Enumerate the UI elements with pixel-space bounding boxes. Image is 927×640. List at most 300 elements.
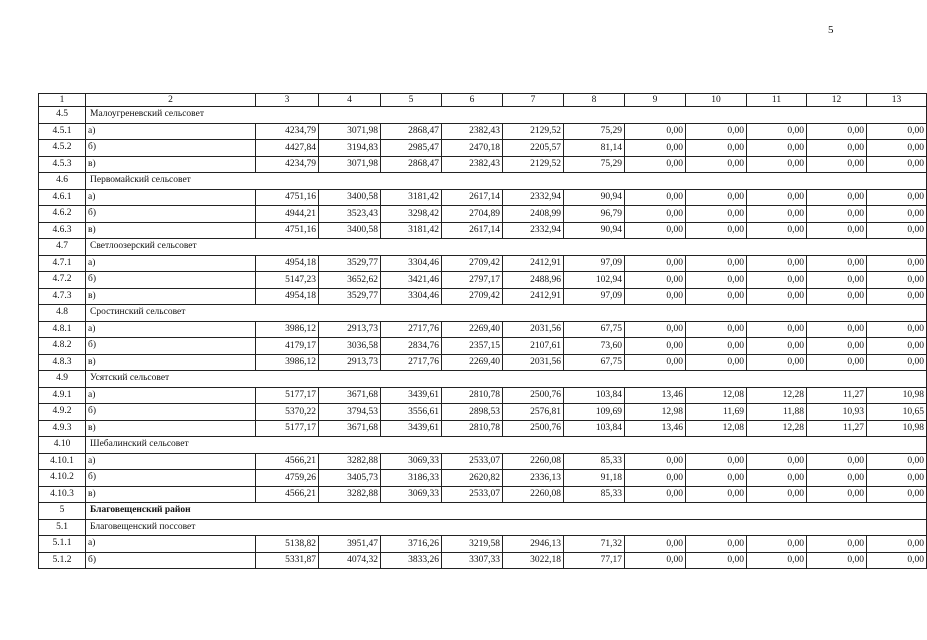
table-row xyxy=(39,552,927,569)
value-cell: 0,00 xyxy=(867,338,927,355)
value-cell: 0,00 xyxy=(867,222,927,239)
value-cell: 2031,56 xyxy=(503,354,564,371)
row-code: 4.5.3 xyxy=(39,156,86,173)
value-cell: 3181,42 xyxy=(381,222,442,239)
value-cell: 3400,58 xyxy=(319,222,381,239)
value-cell: 0,00 xyxy=(625,552,686,569)
value-cell: 11,88 xyxy=(747,404,807,421)
value-cell: 2412,91 xyxy=(503,255,564,272)
value-cell: 5177,17 xyxy=(256,420,319,437)
row-variant: а) xyxy=(86,321,256,338)
value-cell: 85,33 xyxy=(564,486,625,503)
value-cell: 3529,77 xyxy=(319,255,381,272)
value-cell: 0,00 xyxy=(807,470,867,487)
row-variant: а) xyxy=(86,123,256,140)
value-cell: 2500,76 xyxy=(503,387,564,404)
row-variant: в) xyxy=(86,288,256,305)
value-cell: 2868,47 xyxy=(381,123,442,140)
page-number: 5 xyxy=(828,24,834,36)
table-row xyxy=(39,272,927,289)
row-code: 5.1.1 xyxy=(39,536,86,553)
value-cell: 2129,52 xyxy=(503,156,564,173)
value-cell: 3421,46 xyxy=(381,272,442,289)
value-cell: 0,00 xyxy=(686,156,747,173)
row-variant: б) xyxy=(86,140,256,157)
value-cell: 3194,83 xyxy=(319,140,381,157)
value-cell: 4179,17 xyxy=(256,338,319,355)
value-cell: 2260,08 xyxy=(503,453,564,470)
row-code: 5.1 xyxy=(39,519,86,536)
section-title: Благовещенский поссовет xyxy=(86,519,927,536)
value-cell: 2913,73 xyxy=(319,321,381,338)
value-cell: 0,00 xyxy=(747,470,807,487)
value-cell: 4751,16 xyxy=(256,222,319,239)
value-cell: 0,00 xyxy=(867,206,927,223)
value-cell: 0,00 xyxy=(686,288,747,305)
value-cell: 2357,15 xyxy=(442,338,503,355)
value-cell: 0,00 xyxy=(747,453,807,470)
value-cell: 0,00 xyxy=(807,189,867,206)
row-code: 4.5.1 xyxy=(39,123,86,140)
column-header: 10 xyxy=(686,94,747,107)
value-cell: 3671,68 xyxy=(319,420,381,437)
value-cell: 2946,13 xyxy=(503,536,564,553)
row-variant: а) xyxy=(86,189,256,206)
value-cell: 0,00 xyxy=(625,536,686,553)
value-cell: 11,69 xyxy=(686,404,747,421)
row-code: 4.5 xyxy=(39,107,86,124)
value-cell: 0,00 xyxy=(867,255,927,272)
value-cell: 81,14 xyxy=(564,140,625,157)
tariff-table xyxy=(38,93,927,569)
section-title: Шебалинский сельсовет xyxy=(86,437,927,454)
value-cell: 0,00 xyxy=(686,536,747,553)
value-cell: 0,00 xyxy=(747,552,807,569)
value-cell: 2576,81 xyxy=(503,404,564,421)
value-cell: 3671,68 xyxy=(319,387,381,404)
value-cell: 2913,73 xyxy=(319,354,381,371)
value-cell: 2834,76 xyxy=(381,338,442,355)
row-variant: в) xyxy=(86,222,256,239)
value-cell: 0,00 xyxy=(867,288,927,305)
section-row xyxy=(39,305,927,322)
value-cell: 0,00 xyxy=(807,486,867,503)
value-cell: 2129,52 xyxy=(503,123,564,140)
value-cell: 97,09 xyxy=(564,255,625,272)
table-row xyxy=(39,486,927,503)
value-cell: 91,18 xyxy=(564,470,625,487)
column-header: 1 xyxy=(39,94,86,107)
value-cell: 3951,47 xyxy=(319,536,381,553)
value-cell: 75,29 xyxy=(564,156,625,173)
value-cell: 4954,18 xyxy=(256,288,319,305)
table-row xyxy=(39,354,927,371)
row-code: 4.8.3 xyxy=(39,354,86,371)
value-cell: 4944,21 xyxy=(256,206,319,223)
value-cell: 2985,47 xyxy=(381,140,442,157)
value-cell: 11,27 xyxy=(807,387,867,404)
value-cell: 0,00 xyxy=(625,189,686,206)
row-code: 4.7 xyxy=(39,239,86,256)
value-cell: 0,00 xyxy=(867,470,927,487)
table-row xyxy=(39,156,927,173)
value-cell: 0,00 xyxy=(747,486,807,503)
section-row xyxy=(39,173,927,190)
value-cell: 0,00 xyxy=(625,255,686,272)
value-cell: 0,00 xyxy=(747,338,807,355)
value-cell: 2260,08 xyxy=(503,486,564,503)
value-cell: 2269,40 xyxy=(442,321,503,338)
value-cell: 90,94 xyxy=(564,189,625,206)
row-code: 4.10.1 xyxy=(39,453,86,470)
value-cell: 0,00 xyxy=(807,272,867,289)
value-cell: 67,75 xyxy=(564,354,625,371)
value-cell: 0,00 xyxy=(686,321,747,338)
section-title: Малоугреневский сельсовет xyxy=(86,107,927,124)
value-cell: 2898,53 xyxy=(442,404,503,421)
value-cell: 0,00 xyxy=(867,140,927,157)
section-title: Первомайский сельсовет xyxy=(86,173,927,190)
value-cell: 13,46 xyxy=(625,420,686,437)
value-cell: 0,00 xyxy=(807,354,867,371)
section-row xyxy=(39,437,927,454)
value-cell: 4759,26 xyxy=(256,470,319,487)
value-cell: 0,00 xyxy=(686,338,747,355)
value-cell: 103,84 xyxy=(564,420,625,437)
value-cell: 0,00 xyxy=(686,453,747,470)
value-cell: 3282,88 xyxy=(319,453,381,470)
value-cell: 2617,14 xyxy=(442,189,503,206)
column-header: 3 xyxy=(256,94,319,107)
value-cell: 0,00 xyxy=(747,140,807,157)
row-code: 4.9.3 xyxy=(39,420,86,437)
value-cell: 2332,94 xyxy=(503,189,564,206)
table-row xyxy=(39,470,927,487)
table-row xyxy=(39,404,927,421)
row-code: 4.9.1 xyxy=(39,387,86,404)
row-code: 4.9.2 xyxy=(39,404,86,421)
value-cell: 10,98 xyxy=(867,387,927,404)
value-cell: 0,00 xyxy=(807,206,867,223)
value-cell: 0,00 xyxy=(747,189,807,206)
section-row xyxy=(39,239,927,256)
value-cell: 0,00 xyxy=(867,156,927,173)
value-cell: 3400,58 xyxy=(319,189,381,206)
value-cell: 75,29 xyxy=(564,123,625,140)
value-cell: 2382,43 xyxy=(442,156,503,173)
row-code: 4.9 xyxy=(39,371,86,388)
table-row xyxy=(39,321,927,338)
value-cell: 4234,79 xyxy=(256,123,319,140)
value-cell: 3439,61 xyxy=(381,420,442,437)
row-variant: б) xyxy=(86,404,256,421)
value-cell: 103,84 xyxy=(564,387,625,404)
value-cell: 2717,76 xyxy=(381,354,442,371)
value-cell: 12,98 xyxy=(625,404,686,421)
value-cell: 0,00 xyxy=(807,255,867,272)
value-cell: 2810,78 xyxy=(442,387,503,404)
value-cell: 3304,46 xyxy=(381,288,442,305)
table-row xyxy=(39,536,927,553)
value-cell: 0,00 xyxy=(625,156,686,173)
column-header-row xyxy=(39,94,927,107)
column-header: 4 xyxy=(319,94,381,107)
value-cell: 2412,91 xyxy=(503,288,564,305)
value-cell: 0,00 xyxy=(807,123,867,140)
value-cell: 2382,43 xyxy=(442,123,503,140)
section-title: Сростинский сельсовет xyxy=(86,305,927,322)
value-cell: 10,98 xyxy=(867,420,927,437)
value-cell: 0,00 xyxy=(747,222,807,239)
table-row xyxy=(39,453,927,470)
value-cell: 0,00 xyxy=(686,222,747,239)
value-cell: 0,00 xyxy=(625,470,686,487)
value-cell: 0,00 xyxy=(867,321,927,338)
value-cell: 0,00 xyxy=(625,453,686,470)
value-cell: 3652,62 xyxy=(319,272,381,289)
value-cell: 3794,53 xyxy=(319,404,381,421)
value-cell: 0,00 xyxy=(867,189,927,206)
value-cell: 3556,61 xyxy=(381,404,442,421)
value-cell: 3069,33 xyxy=(381,453,442,470)
value-cell: 2107,61 xyxy=(503,338,564,355)
row-variant: б) xyxy=(86,470,256,487)
value-cell: 0,00 xyxy=(747,156,807,173)
table-row xyxy=(39,420,927,437)
value-cell: 5138,82 xyxy=(256,536,319,553)
row-variant: в) xyxy=(86,354,256,371)
column-header: 9 xyxy=(625,94,686,107)
value-cell: 2488,96 xyxy=(503,272,564,289)
value-cell: 0,00 xyxy=(686,140,747,157)
value-cell: 2709,42 xyxy=(442,255,503,272)
row-code: 4.7.1 xyxy=(39,255,86,272)
row-code: 5.1.2 xyxy=(39,552,86,569)
row-variant: б) xyxy=(86,338,256,355)
section-row xyxy=(39,371,927,388)
value-cell: 85,33 xyxy=(564,453,625,470)
value-cell: 0,00 xyxy=(867,272,927,289)
value-cell: 3307,33 xyxy=(442,552,503,569)
row-variant: а) xyxy=(86,255,256,272)
value-cell: 4074,32 xyxy=(319,552,381,569)
value-cell: 2704,89 xyxy=(442,206,503,223)
row-variant: а) xyxy=(86,453,256,470)
value-cell: 2717,76 xyxy=(381,321,442,338)
value-cell: 3529,77 xyxy=(319,288,381,305)
value-cell: 4954,18 xyxy=(256,255,319,272)
value-cell: 3986,12 xyxy=(256,354,319,371)
row-variant: в) xyxy=(86,420,256,437)
value-cell: 2500,76 xyxy=(503,420,564,437)
value-cell: 4234,79 xyxy=(256,156,319,173)
value-cell: 3833,26 xyxy=(381,552,442,569)
value-cell: 96,79 xyxy=(564,206,625,223)
row-code: 5 xyxy=(39,503,86,520)
value-cell: 12,08 xyxy=(686,420,747,437)
table-row xyxy=(39,206,927,223)
value-cell: 71,32 xyxy=(564,536,625,553)
value-cell: 2868,47 xyxy=(381,156,442,173)
value-cell: 102,94 xyxy=(564,272,625,289)
value-cell: 3219,58 xyxy=(442,536,503,553)
value-cell: 3716,26 xyxy=(381,536,442,553)
value-cell: 0,00 xyxy=(686,123,747,140)
value-cell: 0,00 xyxy=(807,222,867,239)
row-variant: б) xyxy=(86,206,256,223)
value-cell: 0,00 xyxy=(686,272,747,289)
column-header: 7 xyxy=(503,94,564,107)
value-cell: 0,00 xyxy=(686,552,747,569)
value-cell: 0,00 xyxy=(625,140,686,157)
section-title: Усятский сельсовет xyxy=(86,371,927,388)
value-cell: 90,94 xyxy=(564,222,625,239)
value-cell: 2205,57 xyxy=(503,140,564,157)
value-cell: 2533,07 xyxy=(442,453,503,470)
value-cell: 0,00 xyxy=(867,486,927,503)
value-cell: 10,65 xyxy=(867,404,927,421)
table-row xyxy=(39,338,927,355)
section-row xyxy=(39,519,927,536)
row-code: 4.5.2 xyxy=(39,140,86,157)
value-cell: 97,09 xyxy=(564,288,625,305)
value-cell: 0,00 xyxy=(867,453,927,470)
table-row xyxy=(39,140,927,157)
value-cell: 0,00 xyxy=(807,338,867,355)
value-cell: 0,00 xyxy=(867,123,927,140)
value-cell: 0,00 xyxy=(625,354,686,371)
value-cell: 0,00 xyxy=(625,288,686,305)
row-code: 4.8.1 xyxy=(39,321,86,338)
table-row xyxy=(39,288,927,305)
column-header: 5 xyxy=(381,94,442,107)
row-code: 4.8 xyxy=(39,305,86,322)
value-cell: 0,00 xyxy=(867,536,927,553)
row-variant: а) xyxy=(86,536,256,553)
value-cell: 0,00 xyxy=(625,321,686,338)
value-cell: 3071,98 xyxy=(319,156,381,173)
column-header: 6 xyxy=(442,94,503,107)
value-cell: 0,00 xyxy=(807,552,867,569)
value-cell: 0,00 xyxy=(686,470,747,487)
value-cell: 12,28 xyxy=(747,420,807,437)
value-cell: 67,75 xyxy=(564,321,625,338)
value-cell: 2533,07 xyxy=(442,486,503,503)
value-cell: 0,00 xyxy=(747,321,807,338)
column-header: 11 xyxy=(747,94,807,107)
value-cell: 0,00 xyxy=(625,486,686,503)
value-cell: 0,00 xyxy=(867,552,927,569)
value-cell: 73,60 xyxy=(564,338,625,355)
value-cell: 0,00 xyxy=(807,156,867,173)
column-header: 8 xyxy=(564,94,625,107)
value-cell: 3523,43 xyxy=(319,206,381,223)
value-cell: 0,00 xyxy=(747,272,807,289)
table-row xyxy=(39,255,927,272)
value-cell: 3282,88 xyxy=(319,486,381,503)
value-cell: 4566,21 xyxy=(256,486,319,503)
table-row xyxy=(39,189,927,206)
value-cell: 2620,82 xyxy=(442,470,503,487)
row-code: 4.7.3 xyxy=(39,288,86,305)
row-code: 4.10.2 xyxy=(39,470,86,487)
value-cell: 0,00 xyxy=(747,123,807,140)
row-code: 4.6 xyxy=(39,173,86,190)
column-header: 13 xyxy=(867,94,927,107)
value-cell: 3069,33 xyxy=(381,486,442,503)
value-cell: 0,00 xyxy=(747,536,807,553)
row-variant: в) xyxy=(86,156,256,173)
value-cell: 3186,33 xyxy=(381,470,442,487)
row-variant: в) xyxy=(86,486,256,503)
value-cell: 10,93 xyxy=(807,404,867,421)
value-cell: 0,00 xyxy=(867,354,927,371)
row-variant: б) xyxy=(86,272,256,289)
value-cell: 0,00 xyxy=(747,354,807,371)
value-cell: 3071,98 xyxy=(319,123,381,140)
row-code: 4.6.2 xyxy=(39,206,86,223)
value-cell: 0,00 xyxy=(625,222,686,239)
value-cell: 77,17 xyxy=(564,552,625,569)
value-cell: 0,00 xyxy=(807,453,867,470)
value-cell: 0,00 xyxy=(686,206,747,223)
value-cell: 2332,94 xyxy=(503,222,564,239)
value-cell: 2810,78 xyxy=(442,420,503,437)
value-cell: 0,00 xyxy=(807,288,867,305)
table-row xyxy=(39,387,927,404)
value-cell: 11,27 xyxy=(807,420,867,437)
value-cell: 2709,42 xyxy=(442,288,503,305)
value-cell: 2031,56 xyxy=(503,321,564,338)
value-cell: 0,00 xyxy=(686,354,747,371)
value-cell: 3986,12 xyxy=(256,321,319,338)
value-cell: 3298,42 xyxy=(381,206,442,223)
value-cell: 2470,18 xyxy=(442,140,503,157)
value-cell: 5147,23 xyxy=(256,272,319,289)
row-code: 4.7.2 xyxy=(39,272,86,289)
value-cell: 0,00 xyxy=(686,189,747,206)
row-code: 4.10 xyxy=(39,437,86,454)
value-cell: 13,46 xyxy=(625,387,686,404)
value-cell: 4427,84 xyxy=(256,140,319,157)
value-cell: 0,00 xyxy=(625,338,686,355)
value-cell: 0,00 xyxy=(747,206,807,223)
value-cell: 5370,22 xyxy=(256,404,319,421)
column-header: 2 xyxy=(86,94,256,107)
table-body xyxy=(39,94,927,569)
value-cell: 5177,17 xyxy=(256,387,319,404)
value-cell: 4751,16 xyxy=(256,189,319,206)
value-cell: 12,28 xyxy=(747,387,807,404)
value-cell: 0,00 xyxy=(807,140,867,157)
value-cell: 0,00 xyxy=(807,321,867,338)
value-cell: 2269,40 xyxy=(442,354,503,371)
value-cell: 3439,61 xyxy=(381,387,442,404)
value-cell: 12,08 xyxy=(686,387,747,404)
value-cell: 0,00 xyxy=(625,206,686,223)
value-cell: 3405,73 xyxy=(319,470,381,487)
value-cell: 0,00 xyxy=(686,255,747,272)
value-cell: 2336,13 xyxy=(503,470,564,487)
value-cell: 5331,87 xyxy=(256,552,319,569)
value-cell: 0,00 xyxy=(625,272,686,289)
value-cell: 0,00 xyxy=(686,486,747,503)
district-title: Благовещенский район xyxy=(86,503,927,520)
value-cell: 2408,99 xyxy=(503,206,564,223)
value-cell: 0,00 xyxy=(625,123,686,140)
table-row xyxy=(39,222,927,239)
value-cell: 3181,42 xyxy=(381,189,442,206)
